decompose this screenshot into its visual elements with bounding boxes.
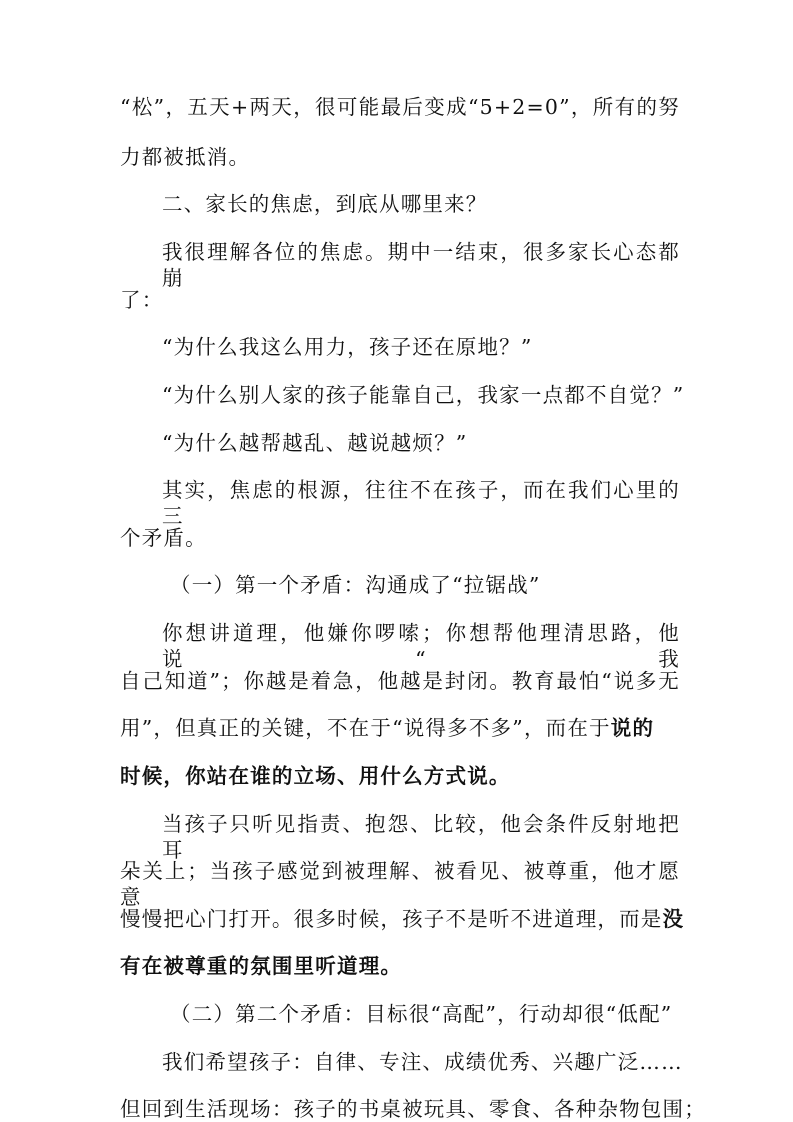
text-line: 你想讲道理，他嫌你啰嗦；你想帮他理清思路，他说“我 <box>162 621 680 671</box>
text-line: 当孩子只听见指责、抱怨、比较，他会条件反射地把耳 <box>162 812 680 862</box>
text-line: 但回到生活现场：孩子的书桌被玩具、零食、各种杂物包围； <box>120 1097 706 1121</box>
text-line: 朵关上；当孩子感觉到被理解、被看见、被尊重，他才愿意 <box>120 859 680 909</box>
text-segment: 慢慢把心门打开。很多时候，孩子不是听不进道理，而是 <box>120 907 663 931</box>
text-line: 力都被抵消。 <box>120 145 251 169</box>
quote-line: “为什么别人家的孩子能靠自己，我家一点都不自觉？” <box>162 383 685 407</box>
text-line: “松”，五天+两天，很可能最后变成“5+2=0”，所有的努 <box>120 95 680 119</box>
bold-text: 说的 <box>610 716 655 740</box>
bold-text-line: 有在被尊重的氛围里听道理。 <box>120 954 403 978</box>
text-line: 我们希望孩子：自律、专注、成绩优秀、兴趣广泛…… <box>162 1050 683 1074</box>
text-line: 了： <box>120 288 164 312</box>
text-line <box>120 906 685 932</box>
subsection-heading: （一）第一个矛盾：沟通成了“拉锯战” <box>170 573 541 597</box>
text-line <box>120 715 680 741</box>
subsection-heading: （二）第二个矛盾：目标很“高配”，行动却很“低配” <box>170 1002 673 1026</box>
text-line: 自己知道”；你越是着急，他越是封闭。教育最怕“说多无 <box>120 669 680 693</box>
bold-text-line: 时候，你站在谁的立场、用什么方式说。 <box>120 764 511 788</box>
quote-line: “为什么越帮越乱、越说越烦？” <box>162 431 468 455</box>
bold-text: 没 <box>662 907 685 931</box>
section-heading: 二、家长的焦虑，到底从哪里来？ <box>162 192 488 216</box>
quote-line: “为什么我这么用力，孩子还在原地？” <box>162 335 533 359</box>
text-line: 个矛盾。 <box>120 526 207 550</box>
text-line: 其实，焦虑的根源，往往不在孩子，而在我们心里的三 <box>162 478 680 528</box>
text-segment: 用”，但真正的关键，不在于“说得多不多”，而在于 <box>120 716 611 740</box>
text-line: 我很理解各位的焦虑。期中一结束，很多家长心态都崩 <box>162 240 680 290</box>
